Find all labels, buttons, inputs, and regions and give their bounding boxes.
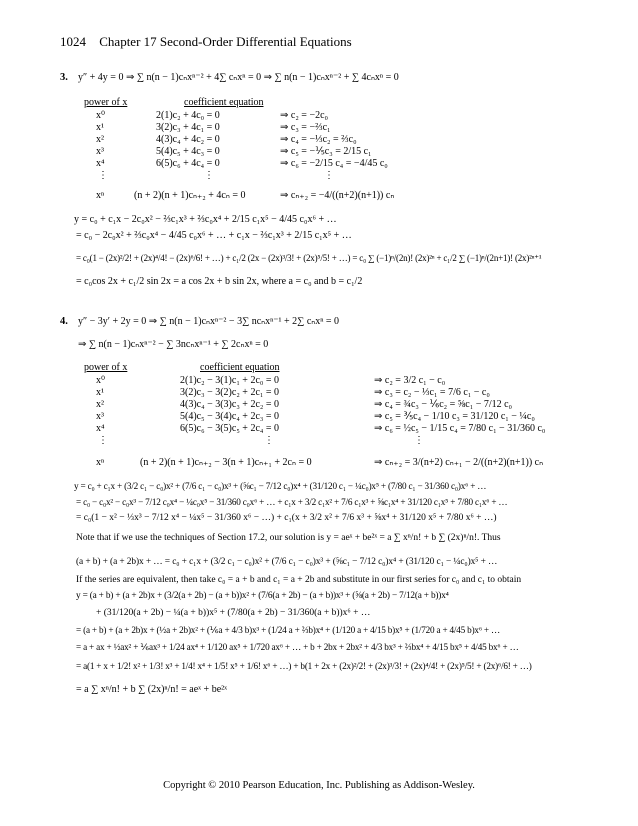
problem-3-equation: y″ + 4y = 0 ⇒ ∑ n(n − 1)cₙxⁿ⁻² + 4∑ cₙxⁿ = 0 ⇒ ∑ n(n − 1)cₙxⁿ⁻² + ∑ 4cₙxⁿ = 0 (78, 72, 399, 83)
page-number: 1024 (60, 34, 86, 49)
table-row-equation: ⋮ (204, 170, 214, 181)
table-row-power: xⁿ (96, 190, 105, 201)
problem-4-substitution-6: = a ∑ xⁿ/n! + b ∑ (2x)ⁿ/n! = aeˣ + be²ˣ (76, 684, 228, 695)
problem-4-substitution-2: + (31/120(a + 2b) − ¼(a + b))x⁵ + (7/80(a + 2b) − 31/360(a + b))x⁶ + … (96, 608, 371, 618)
table-row-equation: 5(4)c₅ + 4c₃ = 0 (156, 146, 220, 157)
problem-4-substitution-5: = a(1 + x + 1/2! x² + 1/3! x³ + 1/4! x⁴ + 1/5! x⁵ + 1/6! x⁶ + …) + b(1 + 2x + (2x)²/2! + (2x)³/3! + (2x)⁴/4! + (2x)⁵/5! + (2x)⁶/6! + …) (76, 661, 532, 671)
table-row-equation: 5(4)c₅ − 3(4)c₄ + 2c₃ = 0 (180, 411, 280, 422)
table-row-result: ⇒ c₃ = −⅔c₁ (280, 122, 331, 133)
table-row-power: ⋮ (98, 435, 108, 446)
table-row-power: x⁴ (96, 423, 105, 434)
problem-4-equation-2: ⇒ ∑ n(n − 1)cₙxⁿ⁻² − ∑ 3ncₙxⁿ⁻¹ + ∑ 2cₙxⁿ = 0 (78, 339, 269, 350)
copyright-footer: Copyright © 2010 Pearson Education, Inc. Publishing as Addison-Wesley. (163, 780, 475, 791)
problem-4-table (84, 362, 614, 474)
table-row-result: ⇒ c₄ = ¾c₃ − ⅙c₂ = ⅝c₁ − 7/12 c₀ (374, 399, 513, 410)
problem-4-note-2: (a + b) + (a + 2b)x + … = c₀ + c₁x + (3/2 c₁ − c₀)x² + (7/6 c₁ − c₀)x³ + (⅝c₁ − 7/12 c₀)x⁴ + (31/120 c₁ − ¼c₀)x⁵ + … (76, 557, 498, 567)
table-row-equation: 4(3)c₄ + 4c₂ = 0 (156, 134, 220, 145)
problem-4-solution-line-3: = c₀(1 − x² − ⅓x³ − 7/12 x⁴ − ¼x⁵ − 31/360 x⁶ − …) + c₁(x + 3/2 x² + 7/6 x³ + ⅝x⁴ + 31/120 x⁵ + 7/80 x⁶ + …) (76, 513, 497, 523)
problem-4-note-3: If the series are equivalent, then take c₀ = a + b and c₁ = a + 2b and substitute in our first series for c₀ and c₁ to obtain (76, 575, 522, 585)
table-row-equation: 6(5)c₆ − 3(5)c₅ + 2c₄ = 0 (180, 423, 280, 434)
table-row-result: ⋮ (324, 170, 334, 181)
table-row-equation: 4(3)c₄ − 3(3)c₃ + 2c₂ = 0 (180, 399, 280, 410)
table-row-equation: 3(2)c₃ + 4c₁ = 0 (156, 122, 220, 133)
problem-3-solution-line-4: = c₀cos 2x + c₁/2 sin 2x = a cos 2x + b sin 2x, where a = c₀ and b = c₁/2 (76, 276, 363, 287)
problem-3-solution-line-3: = c₀(1 − (2x)²/2! + (2x)⁴/4! − (2x)⁶/6! + …) + c₁/2 (2x − (2x)³/3! + (2x)⁵/5! + …) = c₀ ∑ (−1)ⁿ/(2n)! (2x)²ⁿ + c₁/2 ∑ (−1)ⁿ/(2n+1)! (2x)²ⁿ⁺¹ (76, 253, 542, 263)
table-row-result: ⋮ (414, 435, 424, 446)
table-header-coefficient: coefficient equation (200, 362, 280, 373)
table-row-power: x³ (96, 411, 104, 422)
table-row-result: ⇒ c₂ = 3/2 c₁ − c₀ (374, 375, 446, 386)
table-row-power: ⋮ (98, 170, 108, 181)
problem-3-solution-line-1: y = c₀ + c₁x − 2c₀x² − ⅔c₁x³ + ⅔c₀x⁴ + 2/15 c₁x⁵ − 4/45 c₀x⁶ + … (74, 214, 337, 225)
table-row-power: x¹ (96, 122, 104, 133)
table-row-result: ⇒ c₃ = c₂ − ⅓c₁ = 7/6 c₁ − c₀ (374, 387, 490, 398)
table-row-power: x⁰ (96, 375, 106, 386)
problem-4-substitution-1: y = (a + b) + (a + 2b)x + (3/2(a + 2b) − (a + b))x² + (7/6(a + 2b) − (a + b))x³ + (⅝(a + 2b) − 7/12(a + b))x⁴ (76, 591, 449, 601)
table-row-result: ⇒ c₆ = ½c₅ − 1/15 c₄ = 7/80 c₁ − 31/360 c₀ (374, 423, 546, 434)
table-row-power: x⁰ (96, 110, 106, 121)
table-row-result: ⇒ cₙ₊₂ = −4/((n+2)(n+1)) cₙ (280, 190, 395, 201)
table-row-equation: (n + 2)(n + 1)cₙ₊₂ − 3(n + 1)cₙ₊₁ + 2cₙ = 0 (140, 457, 312, 468)
table-row-result: ⇒ c₅ = ⅗c₄ − 1/10 c₃ = 31/120 c₁ − ¼c₀ (374, 411, 535, 422)
table-row-power: x² (96, 399, 104, 410)
problem-4-equation: y″ − 3y′ + 2y = 0 ⇒ ∑ n(n − 1)cₙxⁿ⁻² − 3∑ ncₙxⁿ⁻¹ + 2∑ cₙxⁿ = 0 (78, 316, 340, 327)
chapter-title: Chapter 17 Second-Order Differential Equations (99, 34, 352, 49)
table-row-result: ⇒ c₂ = −2c₀ (280, 110, 329, 121)
problem-3-table (84, 97, 564, 217)
problem-4-number: 4. (60, 316, 68, 327)
page-header (60, 34, 352, 50)
problem-4-substitution-4: = a + ax + ½ax² + ⅙ax³ + 1/24 ax⁴ + 1/120 ax⁵ + 1/720 ax⁶ + … + b + 2bx + 2bx² + 4/3 bx³ + ⅔bx⁴ + 4/15 bx⁵ + 4/45 bx⁶ + … (76, 642, 519, 652)
problem-4-solution-line-2: = c₀ − c₀x² − c₀x³ − 7/12 c₀x⁴ − ¼c₀x⁵ − 31/360 c₀x⁶ + … + c₁x + 3/2 c₁x² + 7/6 c₁x³ + ⅝c₁x⁴ + 31/120 c₁x⁵ + 7/80 c₁x⁶ + … (76, 497, 508, 507)
problem-3-solution-line-2: = c₀ − 2c₀x² + ⅔c₀x⁴ − 4/45 c₀x⁶ + … + c₁x − ⅔c₁x³ + 2/15 c₁x⁵ + … (76, 230, 352, 241)
problem-4-solution-line-1: y = c₀ + c₁x + (3/2 c₁ − c₀)x² + (7/6 c₁ − c₀)x³ + (⅝c₁ − 7/12 c₀)x⁴ + (31/120 c₁ − ¼c₀)x⁵ + (7/80 c₁ − 31/360 c₀)x⁶ + … (74, 481, 487, 491)
table-header-power: power of x (84, 362, 128, 373)
table-header-coefficient: coefficient equation (184, 97, 264, 108)
table-row-power: x² (96, 134, 104, 145)
table-row-equation: ⋮ (264, 435, 274, 446)
table-row-power: x³ (96, 146, 104, 157)
problem-4-note: Note that if we use the techniques of Section 17.2, our solution is y = aeˣ + be²ˣ = a ∑ xⁿ/n! + b ∑ (2x)ⁿ/n!. Thus (76, 533, 501, 543)
table-row-result: ⇒ c₆ = −2/15 c₄ = −4/45 c₀ (280, 158, 388, 169)
problem-4-substitution-3: = (a + b) + (a + 2b)x + (½a + 2b)x² + (⅙a + 4/3 b)x³ + (1/24 a + ⅔b)x⁴ + (1/120 a + 4/15 b)x⁵ + (1/720 a + 4/45 b)x⁶ + … (76, 625, 500, 635)
table-row-equation: 2(1)c₂ + 4c₀ = 0 (156, 110, 220, 121)
problem-3-number: 3. (60, 72, 68, 83)
table-row-result: ⇒ cₙ₊₂ = 3/(n+2) cₙ₊₁ − 2/((n+2)(n+1)) cₙ (374, 457, 544, 468)
table-row-power: xⁿ (96, 457, 105, 468)
table-row-result: ⇒ c₄ = −⅓c₂ = ⅔c₀ (280, 134, 357, 145)
table-row-equation: 6(5)c₆ + 4c₄ = 0 (156, 158, 220, 169)
table-row-equation: 3(2)c₃ − 3(2)c₂ + 2c₁ = 0 (180, 387, 280, 398)
table-row-power: x⁴ (96, 158, 105, 169)
table-row-equation: (n + 2)(n + 1)cₙ₊₂ + 4cₙ = 0 (134, 190, 246, 201)
table-row-result: ⇒ c₅ = −⅕c₃ = 2/15 c₁ (280, 146, 372, 157)
table-row-equation: 2(1)c₂ − 3(1)c₁ + 2c₀ = 0 (180, 375, 280, 386)
table-header-power: power of x (84, 97, 128, 108)
table-row-power: x¹ (96, 387, 104, 398)
